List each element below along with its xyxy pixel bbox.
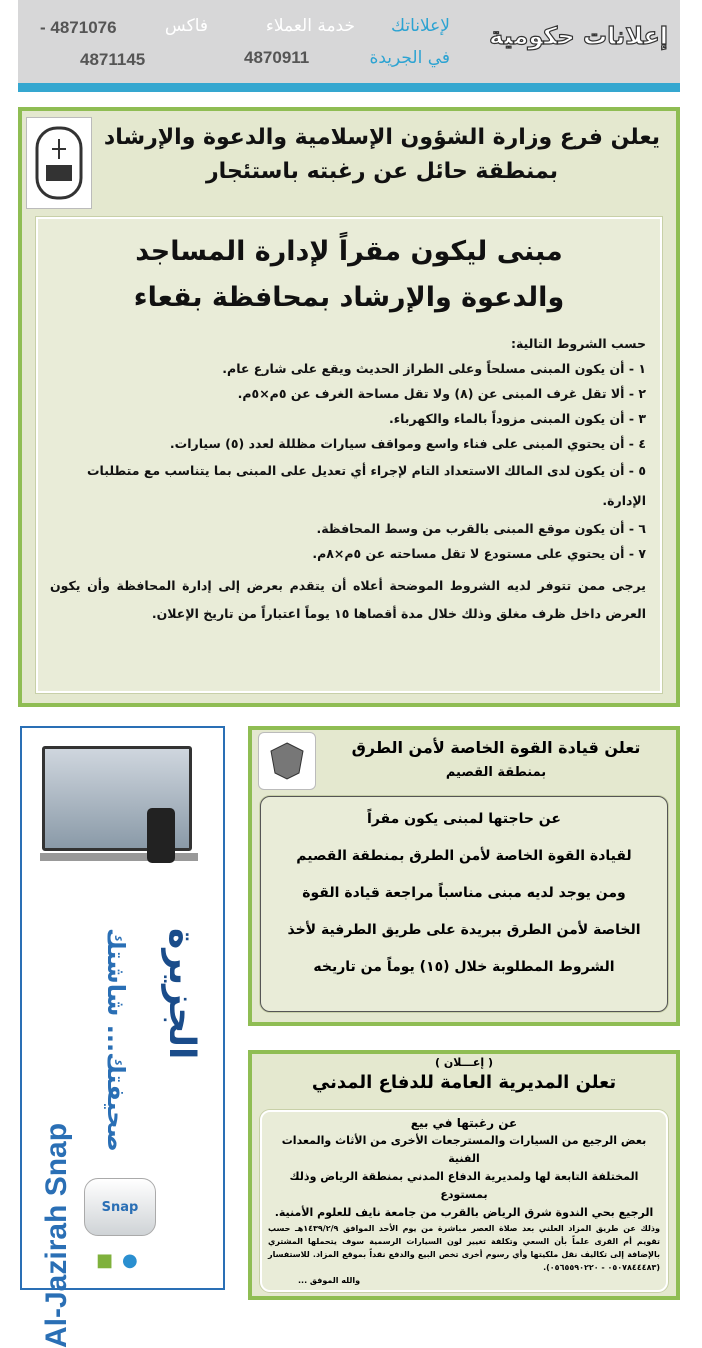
ad-subtitle-2: والدعوة والإرشاد بمحافظة بقعاء	[133, 282, 565, 313]
ad-details: وذلك عن طريق المزاد العلني بعد صلاة العصر مباشرة من يوم الأحد الموافق ١٤٣٩/٢/٩هـ حسب تقويم أم القرى علماً بأن السعي وتكلفة تغيير لون السيارات الرسمية سوف يتحملها المشتري بالإضافة إلى تكاليف نقل ملكيتها وأي رسوم أخرى تخص البيع والدفع نقداً بموقع المزاد. للاستفسار (٠٥٠٧٨٤٤٤٨٣ - ٠٥٦٥٥٩٠٢٢٠).	[268, 1224, 660, 1272]
header-banner	[18, 0, 680, 92]
condition-item: ٤ - أن يحتوي المبنى على فناء واسع ومواقف سيارات مظللة لعدد (٥) سيارات.	[169, 436, 646, 451]
condition-item: ٦ - أن يكون موقع المبنى بالقرب من وسط المحافظة.	[316, 521, 646, 536]
fax-number-2: 4871145	[80, 50, 146, 69]
customer-service-number: 4870911	[244, 48, 310, 67]
condition-item: ٣ - أن يكون المبنى مزوداً بالماء والكهرباء.	[388, 411, 646, 426]
ad-islamic-affairs	[18, 107, 680, 707]
ad-line: بعض الرجيع من السيارات والمسترجعات الأخرى من الأثاث والمعدات الفنية	[281, 1134, 647, 1165]
phone-image	[147, 808, 175, 863]
ad-title: تعلن قيادة القوة الخاصة لأمن الطرق	[351, 738, 641, 757]
ad-civil-defense	[248, 1050, 680, 1300]
ad-body	[260, 796, 668, 1012]
fax-label: فاكس	[164, 16, 208, 36]
ad-tag: ( إعـــلان )	[434, 1056, 494, 1069]
ads-label: لإعلاناتك	[391, 16, 450, 36]
header-divider	[18, 83, 680, 92]
ad-road-security	[248, 726, 680, 1026]
android-icon[interactable]: ■	[96, 1250, 114, 1271]
fax-number-1: 4871076 -	[40, 18, 117, 37]
al-jazirah-snap-ad[interactable]	[20, 726, 225, 1348]
condition-item: ١ - أن يكون المبنى مسلحاً وعلى الطراز الحديث ويقع على شارع عام.	[222, 361, 646, 376]
slogan: صحيفتك... شاشتك	[102, 928, 130, 1152]
condition-item: ٢ - ألا تقل غرف المبنى عن (٨) ولا تقل مساحة الغرف عن ٥م×٥م.	[237, 386, 646, 401]
section-title: إعلانات حكومية	[489, 22, 668, 50]
ad-line: الشروط المطلوبة خلال (١٥) يوماً من تاريخه	[313, 959, 615, 975]
ad-title: تعلن المديرية العامة للدفاع المدني	[311, 1072, 617, 1093]
ad-line: لقيادة القوة الخاصة لأمن الطرق بمنطقة القصيم	[296, 848, 632, 864]
ad-subtitle: مبنى ليكون مقراً لإدارة المساجد	[135, 236, 563, 267]
ad-line: عن حاجتها لمبنى يكون مقراً	[367, 811, 561, 827]
ad-body	[260, 1110, 668, 1292]
ad-body	[36, 217, 662, 693]
ad-line: ومن يوجد لديه مبنى مناسباً مراجعة قيادة القوة	[302, 885, 626, 901]
ad-line: الخاصة لأمن الطرق ببريدة على طريق الطرفية لأخذ	[287, 922, 641, 938]
ad-title: يعلن فرع وزارة الشؤون الإسلامية والدعوة والإرشاد	[103, 125, 661, 150]
ministry-logo	[26, 117, 92, 209]
ad-title-2: بمنطقة حائل عن رغبته باستئجار	[206, 159, 558, 184]
condition-item: ٥ - أن يكون لدى المالك الاستعداد التام لإجراء أي تعديل على المبنى بما يتناسب مع متطلبات الإدارة.	[86, 463, 646, 508]
closing-text: يرجى ممن تتوفر لديه الشروط الموضحة أعلاه أن يتقدم بعرض إلى إدارة المحافظة وأن يكون العرض داخل ظرف مغلق وذلك خلال مدة أقصاها ١٥ يوماً اعتباراً من تاريخ الإعلان.	[50, 578, 646, 621]
ad-line: المختلفة التابعة لها ولمديرية الدفاع المدني بمنطقة الرياض وذلك بمستودع	[289, 1170, 639, 1201]
apple-icon[interactable]: ●	[122, 1250, 138, 1271]
jazirah-logo: الجزيرة	[161, 928, 202, 1060]
road-security-logo	[258, 732, 316, 790]
customer-service-label: خدمة العملاء	[265, 16, 355, 36]
brand-text: Al-Jazirah Snap	[40, 1122, 73, 1348]
ad-lead: عن رغبتها في بيع	[410, 1116, 518, 1130]
snap-app-icon[interactable]: Snap	[84, 1178, 156, 1236]
ad-signoff: والله الموفق ...	[298, 1276, 361, 1285]
conditions-heading: حسب الشروط التالية:	[510, 336, 646, 351]
ad-line: الرجيع بحي الندوة شرق الرياض بالقرب من جامعة نايف للعلوم الأمنية.	[274, 1206, 654, 1219]
condition-item: ٧ - أن يحتوي على مستودع لا تقل مساحته عن ٥م×٨م.	[312, 546, 646, 561]
ads-label-2: في الجريدة	[369, 48, 450, 68]
ad-title-2: بمنطقة القصيم	[445, 765, 547, 780]
